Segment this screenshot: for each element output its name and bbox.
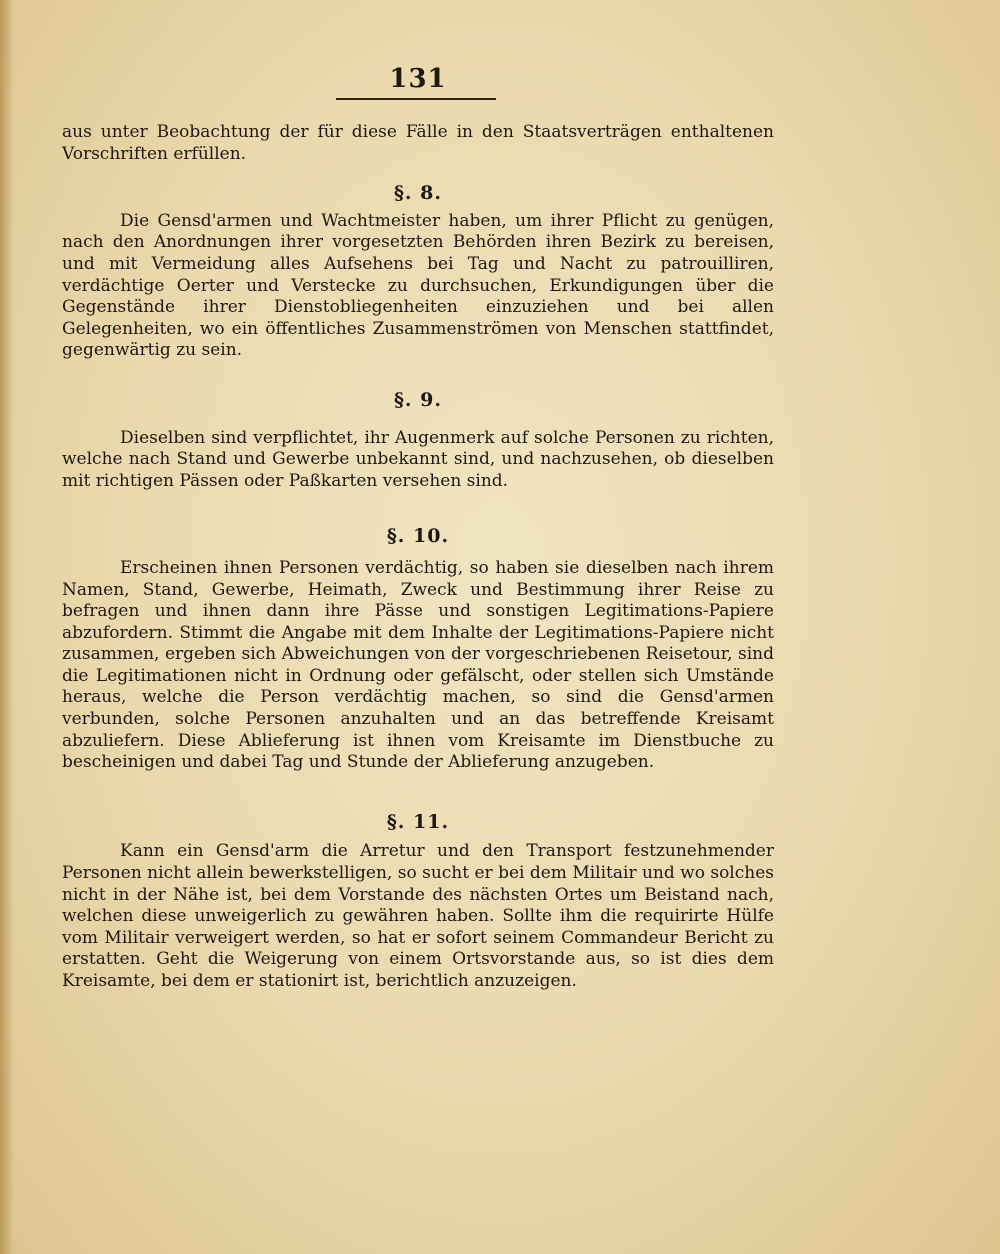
section-heading-9: §. 9. xyxy=(393,388,442,411)
section-text-8: Die Gensd'armen und Wachtmeister haben, um ihrer Pflicht zu genügen, nach den Anordnungen ihrer vorgesetzten Behörden ihren Bezirk zu bereisen, und mit Vermeidung alles Aufsehens bei Tag und Nacht zu patrouilliren, verdächtige Oerter und Verstecke zu durchsuchen, Erkundigungen über die Gegenstände ihrer Dienstobliegenheiten einzuziehen und bei allen Gelegenheiten, wo ein öffentliches Zusammenströmen von Menschen stattfindet, gegenwärtig zu sein. xyxy=(62,210,774,361)
section-heading-10: §. 10. xyxy=(386,525,450,548)
header-rule xyxy=(336,98,496,100)
document-body xyxy=(62,122,774,993)
page-number: 131 xyxy=(389,64,447,94)
section-heading-11: §. 11. xyxy=(386,810,450,833)
intro-paragraph: aus unter Beobachtung der für diese Fälle in den Staatsverträgen enthaltenen Vorschriften erfüllen. xyxy=(62,122,774,164)
page-edge-shadow xyxy=(0,0,14,1254)
section-text-9: Dieselben sind verpflichtet, ihr Augenmerk auf solche Personen zu richten, welche nach Stand und Gewerbe unbekannt sind, und nachzusehen, ob dieselben mit richtigen Pässen oder Paßkarten versehen sind. xyxy=(62,427,774,491)
section-text-10: Erscheinen ihnen Personen verdächtig, so haben sie dieselben nach ihrem Namen, Stand, Gewerbe, Heimath, Zweck und Bestimmung ihrer Reise zu befragen und ihnen dann ihre Pässe und sonstigen Legitimations-Papiere abzufordern. Stimmt die Angabe mit dem Inhalte der Legitimations-Papiere nicht zusammen, ergeben sich Abweichungen von der vorgeschriebenen Reisetour, sind die Legitimationen nicht in Ordnung oder gefälscht, oder stellen sich Umstände heraus, welche die Person verdächtig machen, so sind die Gensd'armen verbunden, solche Personen anzuhalten und an das betreffende Kreisamt abzuliefern. Diese Ablieferung ist ihnen vom Kreisamte im Dienstbuche zu bescheinigen und dabei Tag und Stunde der Ablieferung anzugeben. xyxy=(62,557,774,773)
section-heading-8: §. 8. xyxy=(393,182,442,205)
section-text-11: Kann ein Gensd'arm die Arretur und den Transport festzunehmender Personen nicht allein bewerkstelligen, so sucht er bei dem Militair und wo solches nicht in der Nähe ist, bei dem Vorstande des nächsten Ortes um Beistand nach, welchen diese unweigerlich zu gewähren haben. Sollte ihm die requirirte Hülfe vom Militair verweigert werden, so hat er sofort seinem Commandeur Bericht zu erstatten. Geht die Weigerung von einem Ortsvorstande aus, so ist dies dem Kreisamte, bei dem er stationirt ist, berichtlich anzuzeigen. xyxy=(62,841,774,991)
